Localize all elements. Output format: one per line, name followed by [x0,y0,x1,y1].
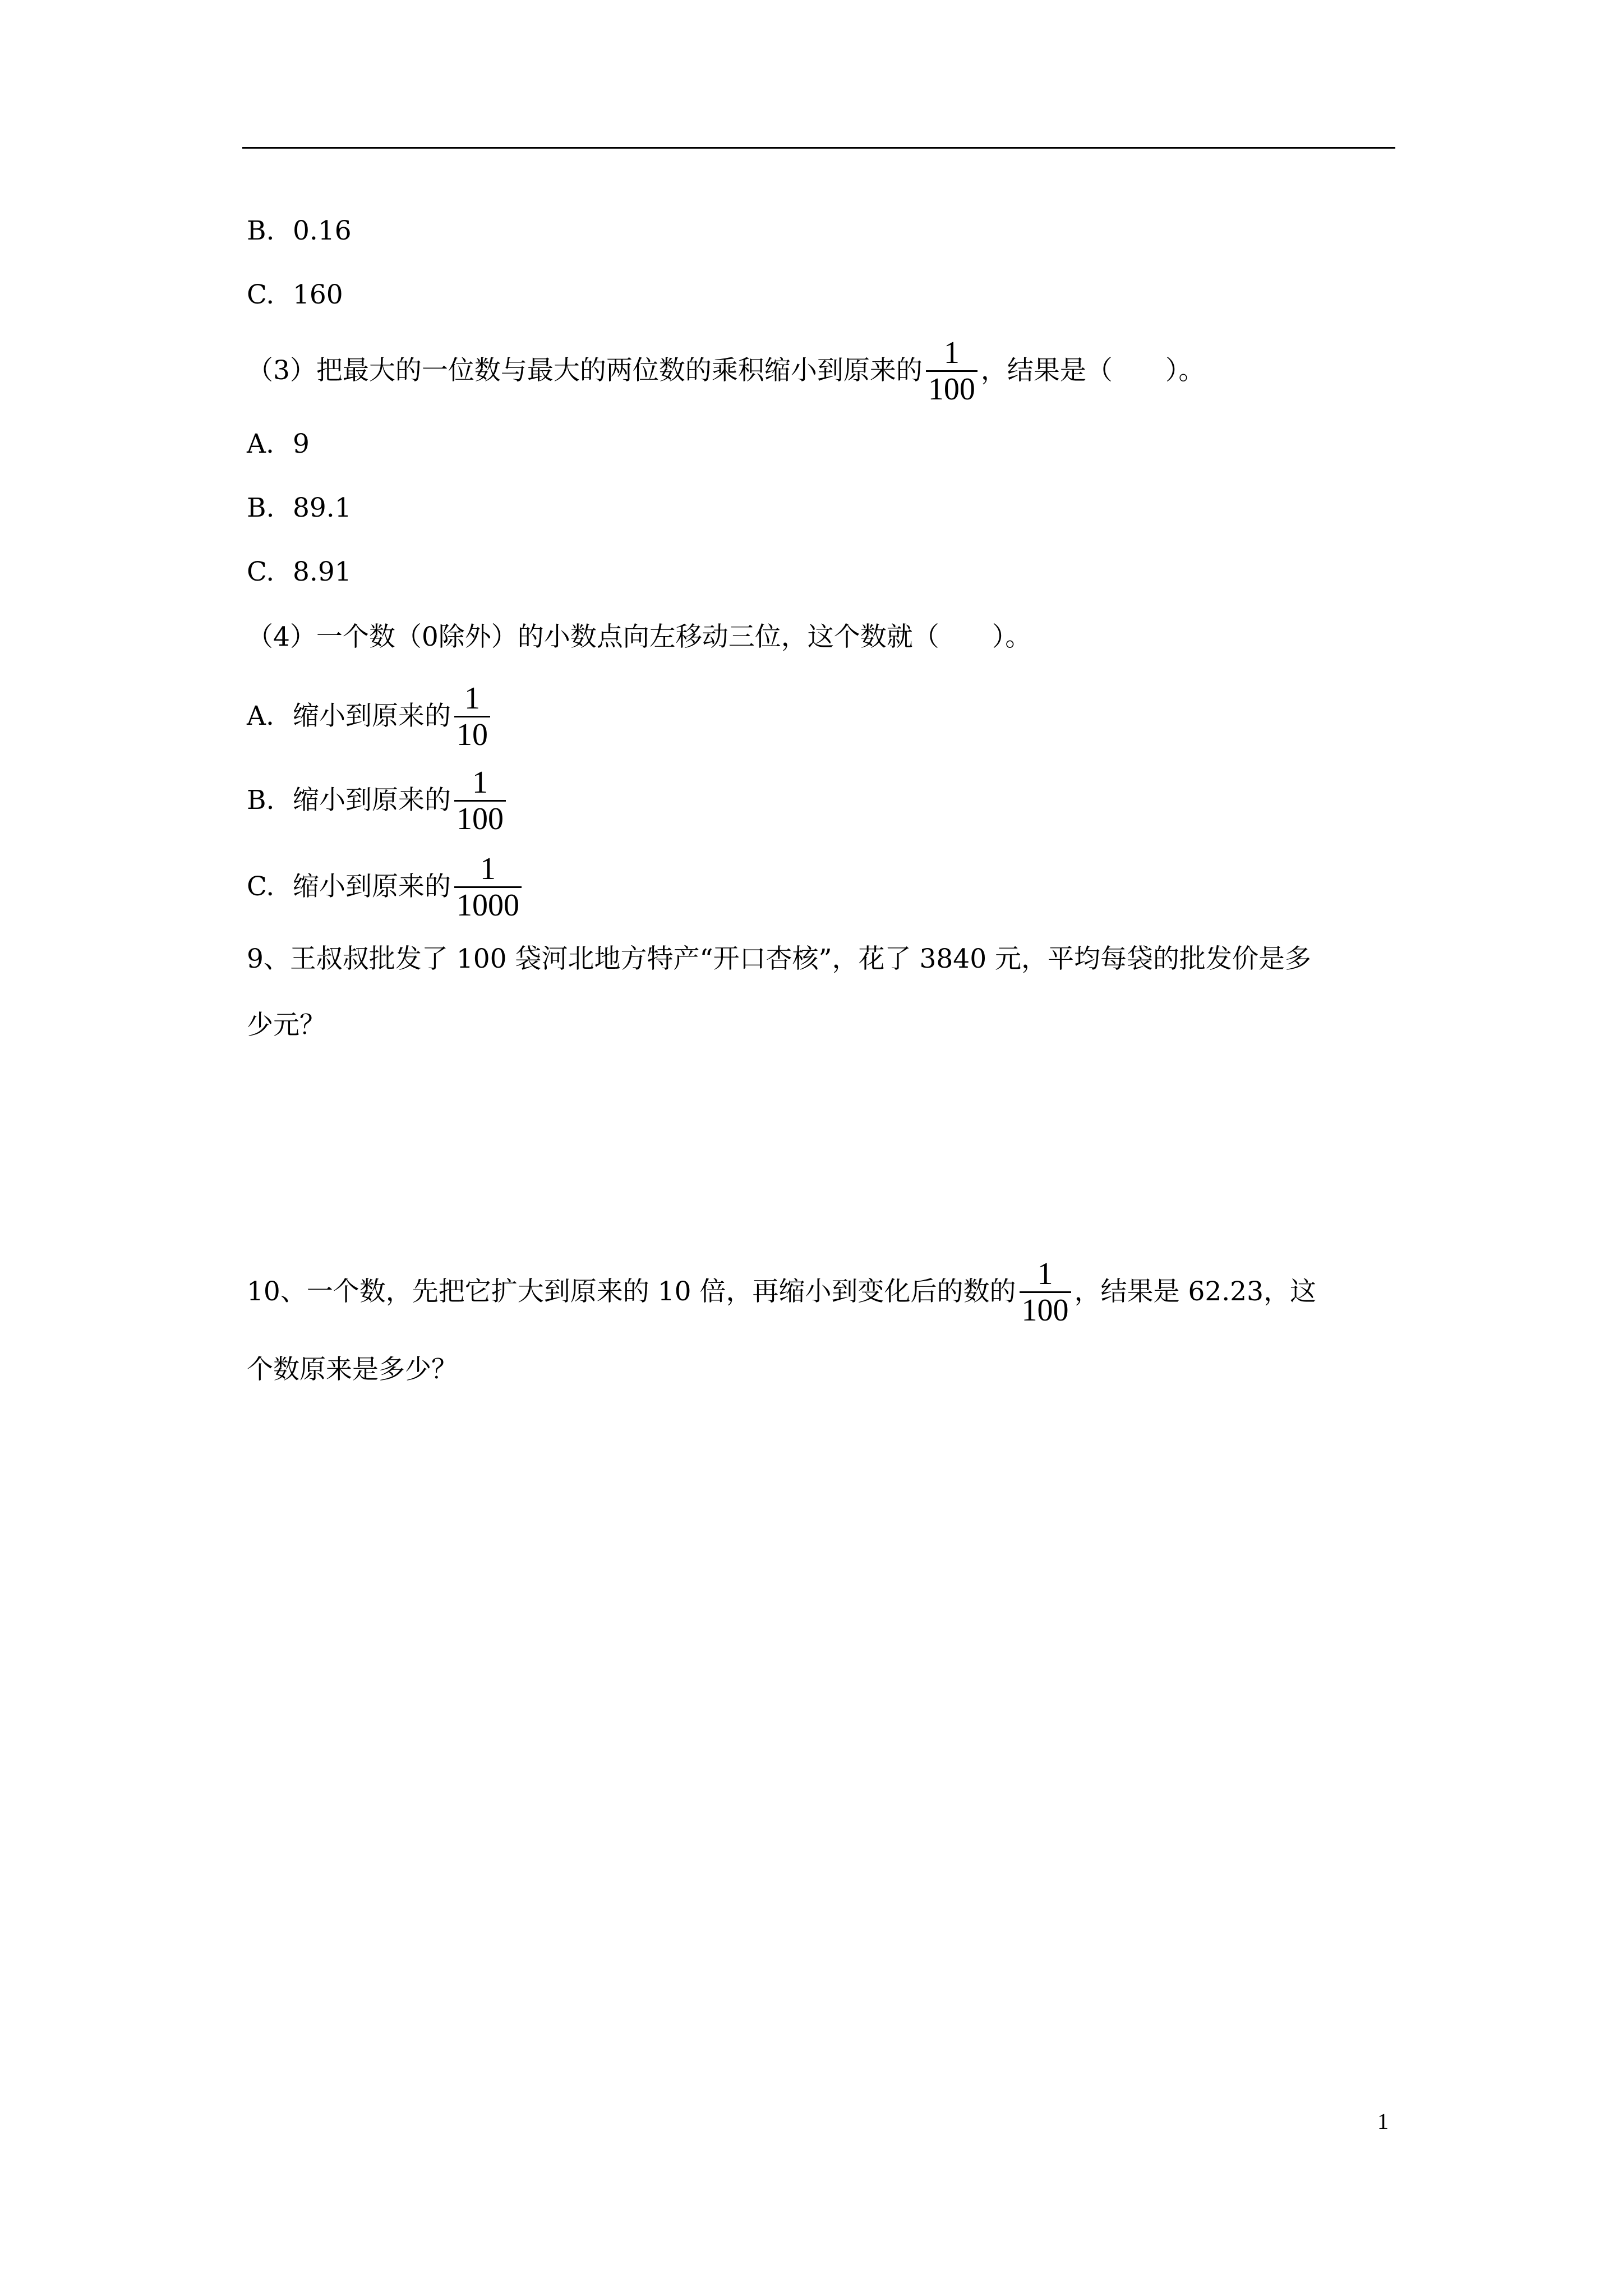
fraction [454,681,490,752]
question-8-3-stem [247,329,1205,413]
stem-text: ，结果是（ ）。 [980,355,1205,386]
header-rule [242,147,1395,149]
option-text: 缩小到原来的 [293,871,451,902]
fraction [926,335,978,407]
question-8-4-stem [247,620,1031,654]
fraction-denominator: 100 [457,801,504,836]
option-text: 160 [293,279,343,310]
option-letter: A. [247,701,274,731]
option-text: 0.16 [293,215,352,246]
question-text: 10、一个数，先把它扩大到原来的 10 倍，再缩小到变化后的数的 [247,1276,1016,1307]
fraction [454,765,506,836]
question-text: 少元？ [247,1010,326,1041]
fraction-numerator: 1 [943,335,960,370]
fraction-denominator: 100 [1021,1292,1069,1328]
option-text: 缩小到原来的 [293,701,451,731]
fraction [454,852,522,923]
option-letter: B. [247,215,275,246]
option-a [247,674,494,758]
fraction-numerator: 1 [472,765,488,800]
option-text: 9 [293,429,310,459]
option-c [247,845,525,929]
question-9-line-2 [247,1009,326,1042]
option-text: 缩小到原来的 [293,785,451,816]
question-text: 个数原来是多少？ [247,1354,458,1385]
fraction-denominator: 100 [928,371,975,407]
option-letter: C. [247,871,275,902]
stem-text: （4）一个数（0除外）的小数点向左移动三位，这个数就（ ）。 [247,622,1032,652]
option-b [247,758,509,843]
question-9-line-1 [247,942,1311,976]
fraction-denominator: 10 [457,717,488,752]
option-letter: A. [247,429,274,459]
fraction-numerator: 1 [480,851,496,886]
option-letter: B. [247,785,275,816]
option-letter: C. [247,556,275,587]
option-text: 8.91 [293,556,352,587]
question-text: 9、王叔叔批发了 100 袋河北地方特产“开口杏核”，花了 3840 元，平均每袋的批发价是多 [247,944,1312,974]
option-a [247,427,310,461]
fraction-numerator: 1 [1037,1256,1053,1291]
page-number: 1 [1377,2109,1389,2134]
fraction-denominator: 1000 [457,887,519,923]
fraction [1020,1257,1071,1328]
option-c [247,278,343,312]
question-10-line-1 [247,1250,1316,1334]
option-b [247,214,352,248]
question-text: ，结果是 62.23，这 [1074,1276,1316,1307]
question-10-line-2 [247,1353,458,1387]
option-text: 89.1 [293,493,352,523]
option-b [247,491,352,525]
stem-text: （3）把最大的一位数与最大的两位数的乘积缩小到原来的 [247,355,923,386]
option-letter: B. [247,493,275,523]
fraction-numerator: 1 [464,680,480,716]
option-c [247,555,352,589]
option-letter: C. [247,279,275,310]
